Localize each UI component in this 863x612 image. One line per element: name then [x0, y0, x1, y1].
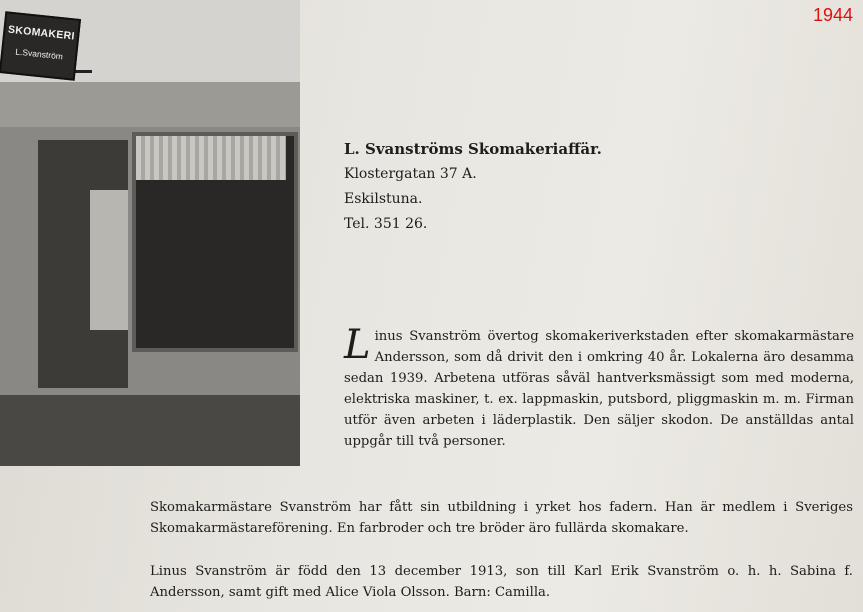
paragraph-history-text: inus Svanström övertog skomakeriverkstaden efter skomakarmästare Andersson, som då drivit den i omkring 40 år. Lokalerna äro desamma sedan 1939. Arbetena utföras såväl hantverksmässigt som med moderna, elektriska maskiner, t. ex. lappmaskin, putsbord, pliggmaskin m. m. Firman utför även arbeten i läderplastik. Den säljer skodon. De anställdas antal uppgår till två personer. — [344, 329, 854, 449]
year-label: 1944 — [812, 5, 853, 25]
photo-cornice — [0, 82, 300, 127]
phone-number: Tel. 351 26. — [344, 216, 428, 232]
address-block — [344, 137, 602, 237]
shop-sign-owner: L.Svanström — [14, 46, 64, 62]
drop-cap: L — [344, 322, 371, 368]
photo-door-pane — [90, 190, 128, 330]
paragraph-training: Skomakarmästare Svanström har fått sin utbildning i yrket hos fadern. Han är medlem i Sveriges Skomakarmästareförening. En farbroder och tre bröder äro fullärda skomakare. — [150, 500, 853, 536]
shop-sign-title: SKOMAKERI — [7, 23, 76, 43]
city: Eskilstuna. — [344, 191, 423, 207]
street-address: Klostergatan 37 A. — [344, 166, 477, 182]
shop-photo — [0, 0, 300, 466]
paragraph-biography: Linus Svanström är född den 13 december 1913, son till Karl Erik Svanström o. h. h. Sabina f. Andersson, samt gift med Alice Viola Olsson. Barn: Camilla. — [150, 564, 853, 600]
shop-sign — [0, 11, 81, 81]
photo-ground — [0, 395, 300, 466]
photo-curtain — [136, 136, 286, 180]
business-name: L. Svanströms Skomakeriaffär. — [344, 140, 602, 158]
paragraph-history — [344, 322, 854, 452]
